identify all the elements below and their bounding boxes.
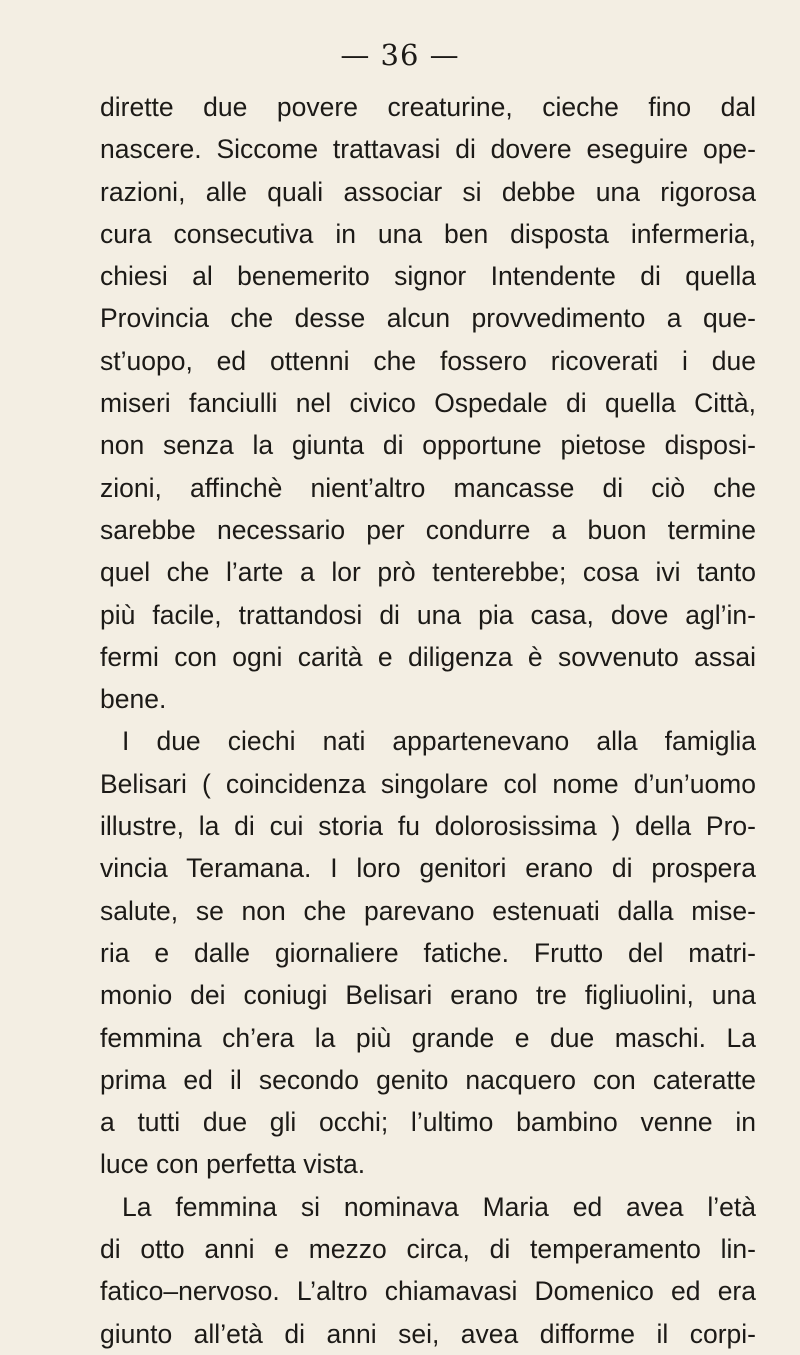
text-line: zioni, affinchè nient’altro mancasse di ciò che bbox=[100, 472, 756, 503]
text-line: bene. bbox=[100, 684, 167, 715]
page-number: — 36 — bbox=[340, 38, 460, 72]
text-line: monio dei coniugi Belisari erano tre figliuolini, una bbox=[100, 980, 756, 1011]
text-line: femmina ch’era la più grande e due maschi. La bbox=[100, 1022, 756, 1053]
text-line: illustre, la di cui storia fu dolorosissima ) della Pro- bbox=[100, 811, 756, 842]
text-line: dirette due povere creaturine, cieche fino dal bbox=[100, 92, 756, 122]
text-line: giunto all’età di anni sei, avea difforme il corpi- bbox=[100, 1318, 756, 1349]
text-line: miseri fanciulli nel civico Ospedale di quella Città, bbox=[100, 388, 756, 419]
text-line: La femmina si nominava Maria ed avea l’età bbox=[122, 1191, 756, 1222]
text-line: razioni, alle quali associar si debbe una rigorosa bbox=[100, 176, 756, 207]
text-line: luce con perfetta vista. bbox=[100, 1149, 366, 1180]
text-line: non senza la giunta di opportune pietose disposi- bbox=[100, 430, 756, 461]
text-line: fermi con ogni carità e diligenza è sovvenuto assai bbox=[100, 641, 756, 672]
text-line: st’uopo, ed ottenni che fossero ricoverati i due bbox=[100, 345, 756, 376]
text-line: I due ciechi nati appartenevano alla famiglia bbox=[122, 726, 756, 757]
text-line: fatico–nervoso. L’altro chiamavasi Domenico ed era bbox=[100, 1276, 756, 1307]
text-line: Belisari ( coincidenza singolare col nome d’un’uomo bbox=[100, 768, 756, 799]
text-line: salute, se non che parevano estenuati dalla mise- bbox=[100, 895, 756, 926]
text-line: ria e dalle giornaliere fatiche. Frutto del matri- bbox=[100, 937, 756, 968]
text-line: vincia Teramana. I loro genitori erano di prospera bbox=[100, 853, 756, 884]
text-line: nascere. Siccome trattavasi di dovere eseguire ope- bbox=[100, 134, 756, 165]
text-line: sarebbe necessario per condurre a buon termine bbox=[100, 514, 756, 545]
text-line: di otto anni e mezzo circa, di temperamento lin- bbox=[100, 1234, 756, 1265]
text-line: quel che l’arte a lor prò tenterebbe; cosa ivi tanto bbox=[100, 557, 756, 588]
text-line: Provincia che desse alcun provvedimento a que- bbox=[100, 303, 756, 334]
text-line: chiesi al benemerito signor Intendente di quella bbox=[100, 261, 756, 292]
text-line: prima ed il secondo genito nacquero con cateratte bbox=[100, 1064, 756, 1095]
text-line: più facile, trattandosi di una pia casa, dove agl’in- bbox=[100, 599, 756, 630]
body-text bbox=[100, 86, 756, 1355]
text-line: a tutti due gli occhi; l’ultimo bambino venne in bbox=[100, 1107, 756, 1138]
text-line: cura consecutiva in una ben disposta infermeria, bbox=[100, 218, 756, 249]
